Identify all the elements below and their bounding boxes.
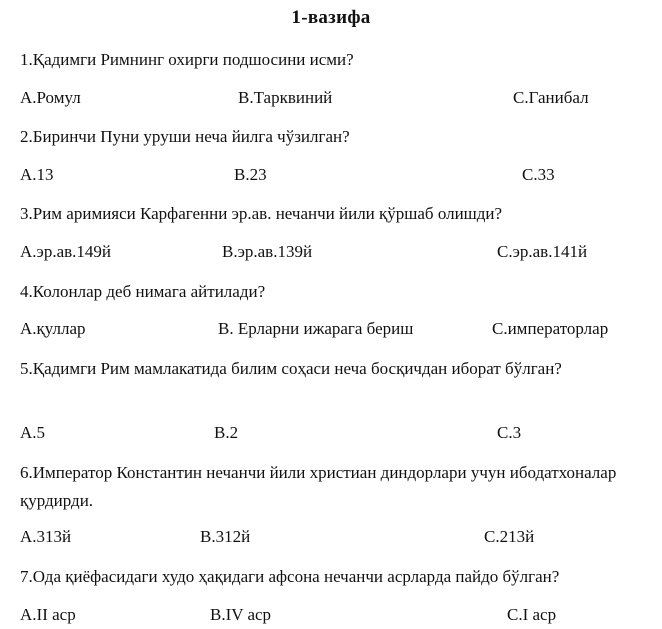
question-5-option-a: А.5	[20, 423, 46, 442]
question-6-text: 6.Император Константин нечанчи йили христиан диндорлари учун ибодатхоналар қурдирди.	[20, 463, 617, 510]
question-7-option-a: А.II аср	[20, 605, 76, 624]
question-4-text: 4.Колонлар деб нимага айтилади?	[20, 282, 266, 301]
question-2-options	[0, 162, 662, 188]
page-title: 1-вазифа	[291, 7, 371, 28]
question-6-options	[0, 524, 662, 550]
question-3-option-b: В.эр.ав.139й	[222, 242, 313, 261]
question-1-option-b: В.Тарквиний	[238, 88, 333, 107]
question-3-option-c: С.эр.ав.141й	[497, 242, 588, 261]
question-6-option-b: В.312й	[200, 527, 251, 546]
question-6-option-a: А.313й	[20, 527, 72, 546]
question-1-option-a: А.Ромул	[20, 88, 81, 107]
question-4-option-c: С.императорлар	[492, 319, 609, 338]
question-5-options	[0, 420, 662, 446]
question-4-option-a: А.қуллар	[20, 319, 86, 338]
question-1-options	[0, 85, 662, 111]
question-7-option-c: С.I аср	[507, 605, 557, 624]
question-3-option-a: А.эр.ав.149й	[20, 242, 111, 261]
question-1-text: 1.Қадимги Римнинг охирги подшосини исми?	[20, 50, 354, 69]
question-2-option-c: С.33	[522, 165, 555, 184]
question-2-text: 2.Биринчи Пуни уруши неча йилга чўзилган?	[20, 127, 350, 146]
question-1-option-c: С.Ганибал	[513, 88, 589, 107]
question-5-option-c: С.3	[497, 423, 522, 442]
question-2-option-a: А.13	[20, 165, 54, 184]
question-3-options	[0, 239, 662, 265]
question-4-option-b: В. Ерларни ижарага бериш	[218, 319, 414, 338]
question-7-option-b: В.IV аср	[210, 605, 272, 624]
question-5-text: 5.Қадимги Рим мамлакатида билим соҳаси неча босқичдан иборат бўлган?	[20, 359, 562, 378]
question-7-options	[0, 602, 662, 628]
question-2-option-b: В.23	[234, 165, 267, 184]
question-6-option-c: С.213й	[484, 527, 535, 546]
question-5-option-b: В.2	[214, 423, 239, 442]
question-3-text: 3.Рим аримияси Карфагенни эр.ав. нечанчи йили қўршаб олишди?	[20, 204, 503, 223]
question-4-options	[0, 316, 662, 342]
question-7-text: 7.Ода қиёфасидаги худо ҳақидаги афсона нечанчи асрларда пайдо бўлган?	[20, 567, 560, 586]
